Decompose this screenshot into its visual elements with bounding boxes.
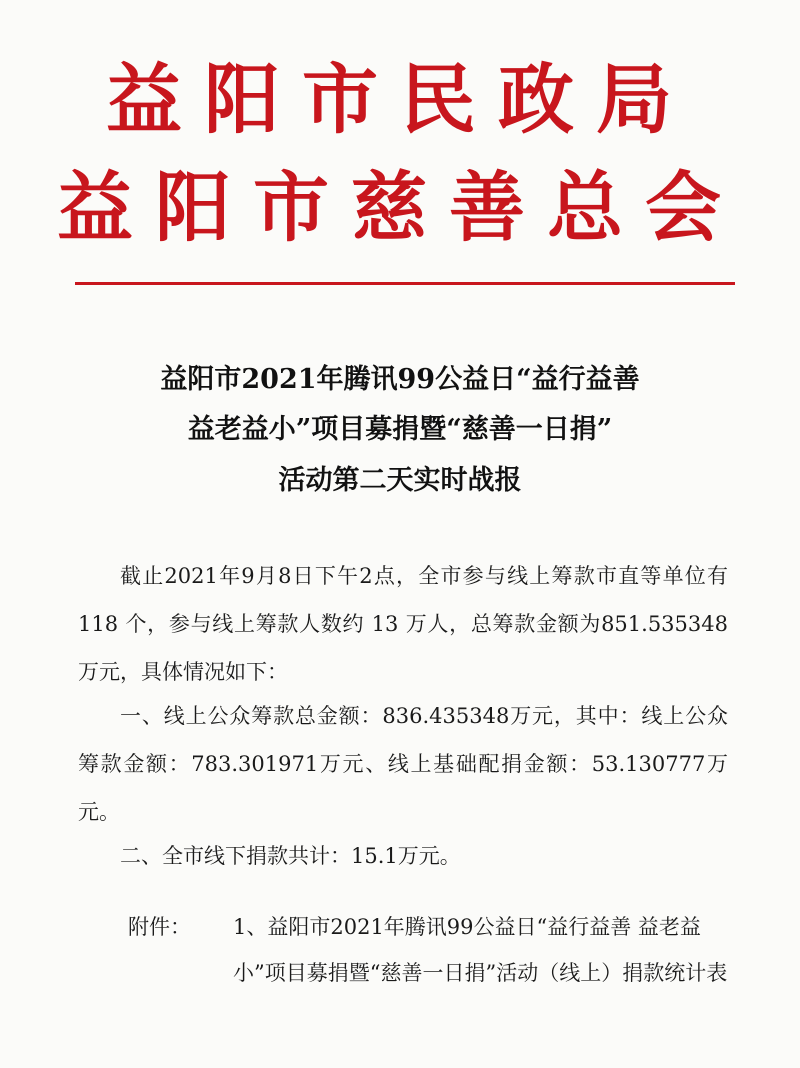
attachment-item: 1、益阳市2021年腾讯99公益日“益行益善 益老益小”项目募捐暨“慈善一日捐”活动（线上）捐款统计表 <box>233 915 728 985</box>
body-paragraph-offline: 二、全市线下捐款共计：15.1万元。 <box>120 844 461 868</box>
body-paragraph-online: 一、线上公众筹款总金额：836.435348万元，其中：线上公众筹款金额：783.301971万元、线上基础配捐金额：53.130777万元。 <box>78 704 728 824</box>
document-title-line-1: 益阳市2021年腾讯99公益日“益行益善 <box>160 364 640 395</box>
issuer-header-civil-affairs: 益阳市民政局 <box>106 55 694 144</box>
red-header-divider <box>75 282 735 285</box>
body-paragraph-summary: 截止2021年9月8日下午2点，全市参与线上筹款市直等单位有 118 个，参与线上筹款人数约 13 万人，总筹款金额为851.535348万元，具体情况如下： <box>78 564 728 684</box>
document-title-line-2: 益老益小”项目募捐暨“慈善一日捐” <box>187 414 613 445</box>
issuer-header-charity-federation: 益阳市慈善总会 <box>57 163 743 252</box>
attachment-label: 附件： <box>128 915 191 939</box>
document-title-line-3: 活动第二天实时战报 <box>278 465 522 496</box>
